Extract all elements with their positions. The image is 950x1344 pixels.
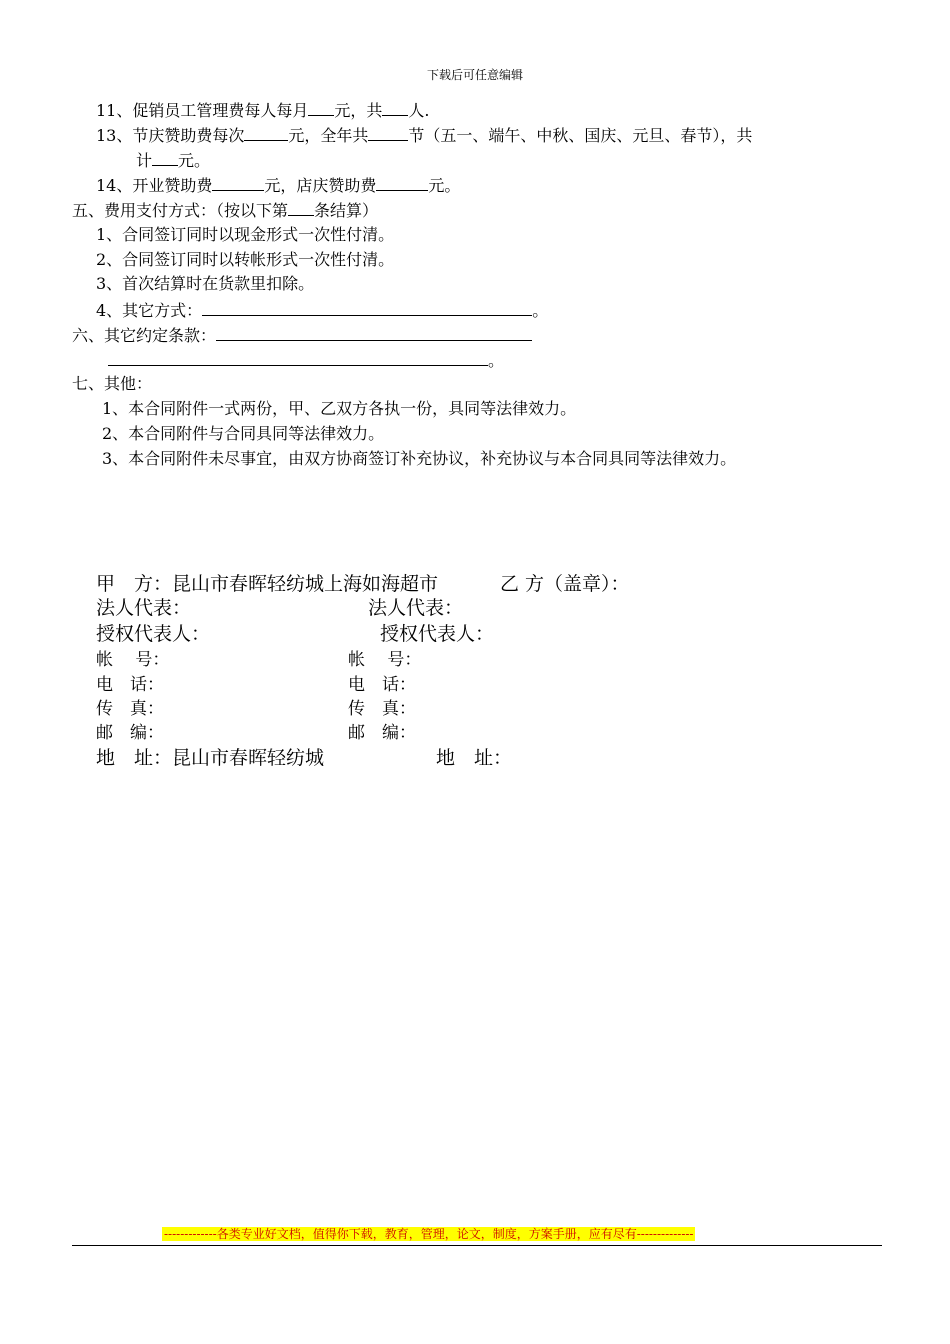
other-clause-2: 2、本合同附件与合同具同等法律效力。 [102, 424, 385, 443]
legal-rep-a: 法人代表： [96, 597, 192, 619]
auth-rep-b: 授权代表人： [380, 623, 495, 645]
footer-divider [72, 1245, 882, 1246]
item-13-text-c: 节（五一、端午、中秋、国庆、元旦、春节），共 [408, 126, 753, 145]
item-13-text-d: 计 [136, 151, 153, 170]
account-b: 帐 号： [348, 650, 422, 670]
item-13-cont [136, 150, 210, 171]
item-11-text-b: 元，共 [334, 101, 383, 120]
section-7-heading: 七、其他： [72, 374, 153, 393]
item-14-text-a: 14、开业赞助费 [96, 176, 213, 195]
phone-a: 电 话： [96, 675, 164, 695]
blank-field[interactable] [308, 100, 334, 116]
party-b: 乙 方（盖章）： [500, 573, 630, 595]
fax-a: 传 真： [96, 699, 164, 719]
blank-field[interactable] [212, 175, 264, 191]
item-11 [96, 100, 429, 121]
zip-a: 邮 编： [96, 723, 164, 743]
section-6-end: 。 [488, 351, 505, 370]
section-5-text-a: 五、费用支付方式：（按以下第 [72, 201, 289, 220]
address-b: 地 址： [436, 747, 513, 769]
auth-rep-a: 授权代表人： [96, 623, 211, 645]
legal-rep-b: 法人代表： [368, 597, 464, 619]
payment-option-1: 1、合同签订同时以现金形式一次性付清。 [96, 225, 395, 244]
blank-field[interactable] [216, 325, 532, 341]
blank-field[interactable] [376, 175, 428, 191]
payment-option-2: 2、合同签订同时以转帐形式一次性付清。 [96, 250, 395, 269]
section-5-text-b: 条结算） [314, 201, 379, 220]
page-header: 下载后可任意编辑 [426, 68, 523, 82]
blank-field[interactable] [288, 200, 314, 216]
item-14 [96, 175, 460, 196]
other-clause-1: 1、本合同附件一式两份，甲、乙双方各执一份，具同等法律效力。 [102, 399, 577, 418]
item-13 [96, 125, 752, 146]
blank-field[interactable] [152, 150, 178, 166]
blank-field[interactable] [368, 125, 408, 141]
zip-b: 邮 编： [348, 723, 416, 743]
phone-b: 电 话： [348, 675, 416, 695]
item-13-text-e: 元。 [178, 151, 211, 170]
section-6-cont [108, 350, 504, 371]
other-clause-3: 3、本合同附件未尽事宜，由双方协商签订补充协议，补充协议与本合同具同等法律效力。 [102, 449, 737, 468]
item-14-text-b: 元，店庆赞助费 [264, 176, 377, 195]
section-5-heading [72, 200, 378, 221]
fax-b: 传 真： [348, 699, 416, 719]
item-13-text-a: 13、节庆赞助费每次 [96, 126, 245, 145]
blank-field[interactable] [244, 125, 288, 141]
payment-option-3: 3、首次结算时在货款里扣除。 [96, 274, 315, 293]
blank-field[interactable] [202, 300, 532, 316]
blank-field[interactable] [108, 350, 488, 366]
item-11-text-c: 人. [408, 101, 430, 120]
address-a: 地 址：昆山市春晖轻纺城 [96, 747, 325, 769]
section-6-text: 六、其它约定条款： [72, 326, 217, 345]
section-6-heading [72, 325, 532, 346]
account-a: 帐 号： [96, 650, 170, 670]
blank-field[interactable] [382, 100, 408, 116]
item-14-text-c: 元。 [428, 176, 461, 195]
payment-option-4-text: 4、其它方式： [96, 301, 203, 320]
party-a: 甲 方：昆山市春晖轻纺城上海如海超市 [96, 573, 439, 595]
payment-option-4 [96, 300, 548, 321]
item-11-text-a: 11、促销员工管理费每人每月 [96, 101, 309, 120]
item-13-text-b: 元，全年共 [288, 126, 369, 145]
footer-banner: -------------各类专业好文档，值得你下载，教育，管理，论文，制度，方案手册，应有尽有-------------- [164, 1227, 694, 1241]
payment-option-4-end: 。 [532, 301, 549, 320]
